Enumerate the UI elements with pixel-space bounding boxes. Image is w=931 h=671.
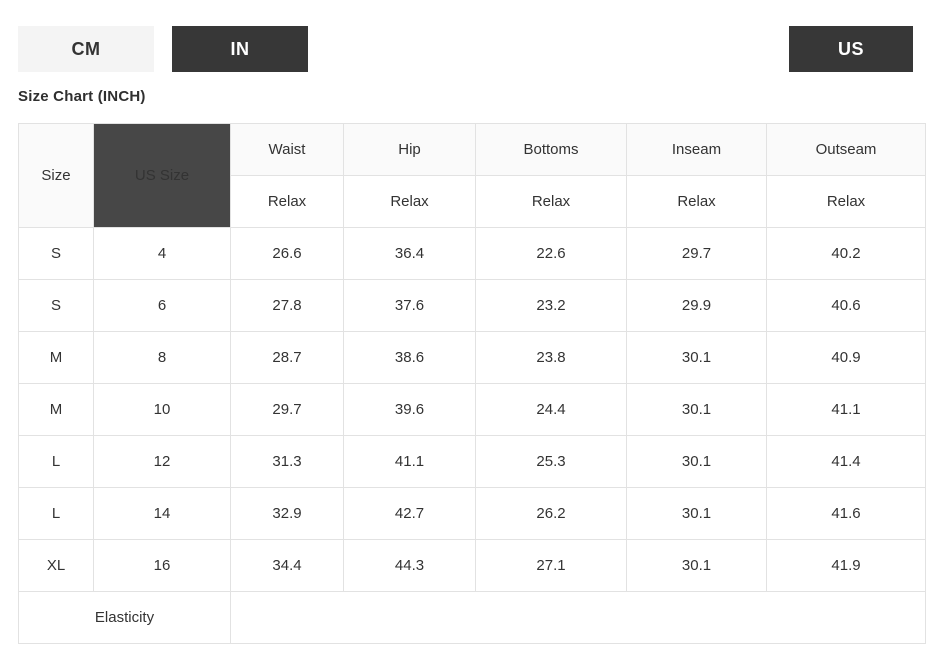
cell-outseam: 41.6 <box>767 488 926 540</box>
column-header-size: Size <box>19 124 94 228</box>
cell-hip: 41.1 <box>344 436 476 488</box>
cell-outseam: 40.2 <box>767 228 926 280</box>
cell-inseam: 30.1 <box>627 436 767 488</box>
elasticity-value <box>231 592 926 644</box>
cell-outseam: 41.1 <box>767 384 926 436</box>
cell-size: M <box>19 384 94 436</box>
cell-bottoms: 23.2 <box>476 280 627 332</box>
subheader-outseam-relax: Relax <box>767 176 926 228</box>
cell-hip: 37.6 <box>344 280 476 332</box>
cell-us-size: 12 <box>94 436 231 488</box>
cell-size: S <box>19 228 94 280</box>
table-row <box>19 384 926 436</box>
size-chart-table-wrapper <box>18 123 895 644</box>
cell-hip: 39.6 <box>344 384 476 436</box>
cell-inseam: 29.9 <box>627 280 767 332</box>
size-chart-table <box>18 123 926 644</box>
cell-us-size: 14 <box>94 488 231 540</box>
cell-waist: 31.3 <box>231 436 344 488</box>
table-row <box>19 228 926 280</box>
cell-bottoms: 25.3 <box>476 436 627 488</box>
unit-toggle-group <box>18 26 913 72</box>
cell-waist: 28.7 <box>231 332 344 384</box>
cell-waist: 32.9 <box>231 488 344 540</box>
cell-us-size: 16 <box>94 540 231 592</box>
unit-toggle-cm[interactable]: CM <box>18 26 154 72</box>
table-row <box>19 540 926 592</box>
cell-hip: 42.7 <box>344 488 476 540</box>
cell-us-size: 8 <box>94 332 231 384</box>
cell-outseam: 41.4 <box>767 436 926 488</box>
cell-inseam: 30.1 <box>627 540 767 592</box>
unit-toggle-us[interactable]: US <box>789 26 913 72</box>
cell-hip: 38.6 <box>344 332 476 384</box>
table-row <box>19 488 926 540</box>
cell-hip: 44.3 <box>344 540 476 592</box>
cell-bottoms: 26.2 <box>476 488 627 540</box>
table-row <box>19 436 926 488</box>
subheader-hip-relax: Relax <box>344 176 476 228</box>
cell-size: L <box>19 436 94 488</box>
cell-waist: 29.7 <box>231 384 344 436</box>
cell-outseam: 41.9 <box>767 540 926 592</box>
cell-bottoms: 23.8 <box>476 332 627 384</box>
table-row <box>19 332 926 384</box>
cell-inseam: 30.1 <box>627 332 767 384</box>
column-header-bottoms: Bottoms <box>476 124 627 176</box>
cell-outseam: 40.6 <box>767 280 926 332</box>
column-header-us-size: US Size <box>94 124 231 228</box>
cell-us-size: 10 <box>94 384 231 436</box>
cell-waist: 34.4 <box>231 540 344 592</box>
table-header-row <box>19 124 926 176</box>
subheader-waist-relax: Relax <box>231 176 344 228</box>
cell-inseam: 30.1 <box>627 384 767 436</box>
column-header-outseam: Outseam <box>767 124 926 176</box>
elasticity-label: Elasticity <box>19 592 231 644</box>
unit-toggle-inch[interactable]: IN <box>172 26 308 72</box>
cell-inseam: 29.7 <box>627 228 767 280</box>
column-header-waist: Waist <box>231 124 344 176</box>
subheader-bottoms-relax: Relax <box>476 176 627 228</box>
subheader-inseam-relax: Relax <box>627 176 767 228</box>
column-header-hip: Hip <box>344 124 476 176</box>
table-footer-row <box>19 592 926 644</box>
cell-bottoms: 22.6 <box>476 228 627 280</box>
cell-size: S <box>19 280 94 332</box>
column-header-inseam: Inseam <box>627 124 767 176</box>
cell-size: L <box>19 488 94 540</box>
cell-size: M <box>19 332 94 384</box>
cell-bottoms: 24.4 <box>476 384 627 436</box>
cell-inseam: 30.1 <box>627 488 767 540</box>
page-title: Size Chart (INCH) <box>18 88 146 105</box>
cell-outseam: 40.9 <box>767 332 926 384</box>
cell-size: XL <box>19 540 94 592</box>
cell-hip: 36.4 <box>344 228 476 280</box>
cell-us-size: 4 <box>94 228 231 280</box>
table-row <box>19 280 926 332</box>
cell-us-size: 6 <box>94 280 231 332</box>
cell-waist: 26.6 <box>231 228 344 280</box>
cell-bottoms: 27.1 <box>476 540 627 592</box>
cell-waist: 27.8 <box>231 280 344 332</box>
